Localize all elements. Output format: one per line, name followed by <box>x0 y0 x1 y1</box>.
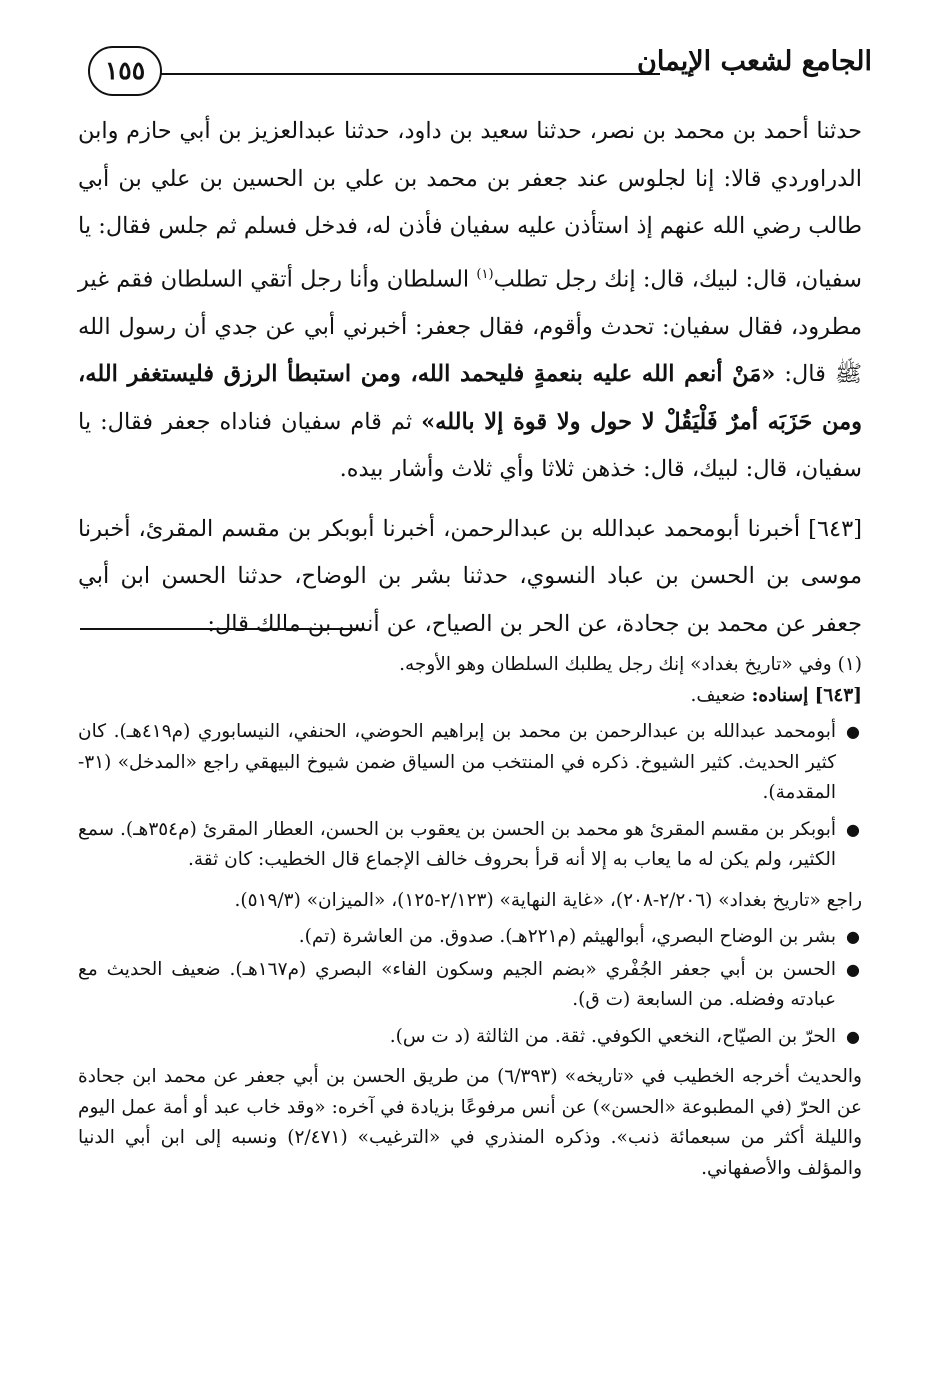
footnote-ref-1: (١) <box>476 266 494 282</box>
hadith-text-c: ثم قام سفيان فناداه جعفر فقال: يا سفيان، قال: لبيك، قال: خذهن ثلاثا وأي ثلاث وأشار بيده. <box>78 408 862 482</box>
narrator-text: أبومحمد عبدالله بن عبدالرحمن بن محمد بن إبراهيم الحوضي، الحنفي، النيسابوري (م٤١٩هـ). كان كثير الحديث. كثير الشيوخ. ذكره في المنتخب من السياق ضمن شيوخ البيهقي راجع «المدخل» (٣١-المقدمة). <box>78 721 837 803</box>
narrator-text: بشر بن الوضاح البصري، أبوالهيثم (م٢٢١هـ). صدوق. من العاشرة (تم). <box>298 926 836 947</box>
isnad-label: [٦٤٣] إسناده: <box>751 684 862 706</box>
hadith-text-b: السلطان وأنا رجل أتقي السلطان فقم غير مطرود، فقال سفيان: تحدث وأقوم، فقال جعفر: أخبرني أبي عن جدي أن رسول الله ﷺ قال: <box>78 266 862 387</box>
isnad-value: ضعيف. <box>690 684 752 706</box>
header-rule <box>158 73 660 75</box>
bullet-icon: ● <box>846 1026 860 1046</box>
bullet-icon: ● <box>846 819 860 839</box>
main-text <box>78 108 862 648</box>
hadith-text-a: حدثنا أحمد بن محمد بن نصر، حدثنا سعيد بن داود، حدثنا عبدالعزيز بن أبي حازم وابن الدراوردي قالا: إنا لجلوس عند جعفر بن محمد بن علي بن الحسين بن علي بن أبي طالب رضي الله عنهم إذ استأذن عليه سفيان فأذن له، فدخل فسلم ثم جلس فقال: يا سفيان، قال: لبيك، قال: إنك رجل تطلب <box>77 118 862 292</box>
references: راجع «تاريخ بغداد» (٢/٢٠٦-٢٠٨)، «غاية النهاية» (٢/١٢٣-١٢٥)، «الميزان» (٥١٩/٣). <box>234 889 862 911</box>
narrator-list <box>78 717 862 876</box>
page-header <box>88 38 872 98</box>
bullet-icon: ● <box>846 927 860 946</box>
bullet-icon: ● <box>846 959 860 979</box>
narrator-text: أبوبكر بن مقسم المقرئ هو محمد بن الحسن بن يعقوب بن الحسن، العطار المقرئ (م٣٥٤هـ). سمع الكثير، ولم يكن له ما يعاب به إلا أنه قرأ بحروف خالف الإجماع قال الخطيب: كان ثقة. <box>78 818 836 870</box>
narrator-item <box>78 922 862 953</box>
narrator-item <box>78 815 862 876</box>
narrator-text: الحرّ بن الصيّاح، النخعي الكوفي. ثقة. من الثالثة (د ت س). <box>389 1025 836 1047</box>
narrator-item <box>78 717 862 809</box>
takhrij-note: والحديث أخرجه الخطيب في «تاريخه» (٦/٣٩٣) من طريق الحسن بن أبي جعفر عن محمد ابن جحادة عن الحرّ (في المطبوعة «الحسن») عن أنس مرفوعًا بزيادة في آخره: «وقد خاب عبد أو أمة عمل اليوم والليلة أكثر من سبعمائة ذنب». وذكره المنذري في «الترغيب» (٢/٤٧١) ونسبه إلى ابن أبي الدنيا والمؤلف والأصفهاني. <box>78 1066 862 1179</box>
narrator-item <box>78 1022 862 1053</box>
hadith-paragraph <box>78 108 862 494</box>
bullet-icon: ● <box>846 722 860 741</box>
footnote-1: (١) وفي «تاريخ بغداد» إنك رجل يطلبك السلطان وهو الأوجه. <box>399 654 862 675</box>
isnad-grade <box>78 681 862 712</box>
footnotes <box>78 650 862 1184</box>
narrator-text: الحسن بن أبي جعفر الجُفْري «بضم الجيم وسكون الفاء» البصري (م١٦٧هـ). ضعيف الحديث مع عبادته وفضله. من السابعة (ت ق). <box>78 958 836 1010</box>
prophetic-quote: «مَنْ أنعم الله عليه بنعمةٍ فليحمد الله، ومن استبطأ الرزق فليستغفر الله، ومن حَزَبَه أمرٌ فَلْيَقُلْ لا حول ولا قوة إلا بالله» <box>78 361 862 435</box>
narrator-list-2 <box>78 922 862 1052</box>
hadith-643-chain: [٦٤٣] أخبرنا أبومحمد عبدالله بن عبدالرحمن، أخبرنا أبوبكر بن مقسم المقرئ، أخبرنا موسى بن الحسن بن عباد النسوي، حدثنا بشر بن الوضاح، حدثنا الحسن ابن أبي جعفر عن محمد بن جحادة، عن الحر بن الصياح، عن أنس بن مالك قال: <box>78 515 862 637</box>
narrator-item <box>78 955 862 1016</box>
footnote-separator <box>80 628 362 630</box>
running-title: الجامع لشعب الإيمان <box>637 46 872 77</box>
page-number: ١٥٥ <box>88 46 162 96</box>
